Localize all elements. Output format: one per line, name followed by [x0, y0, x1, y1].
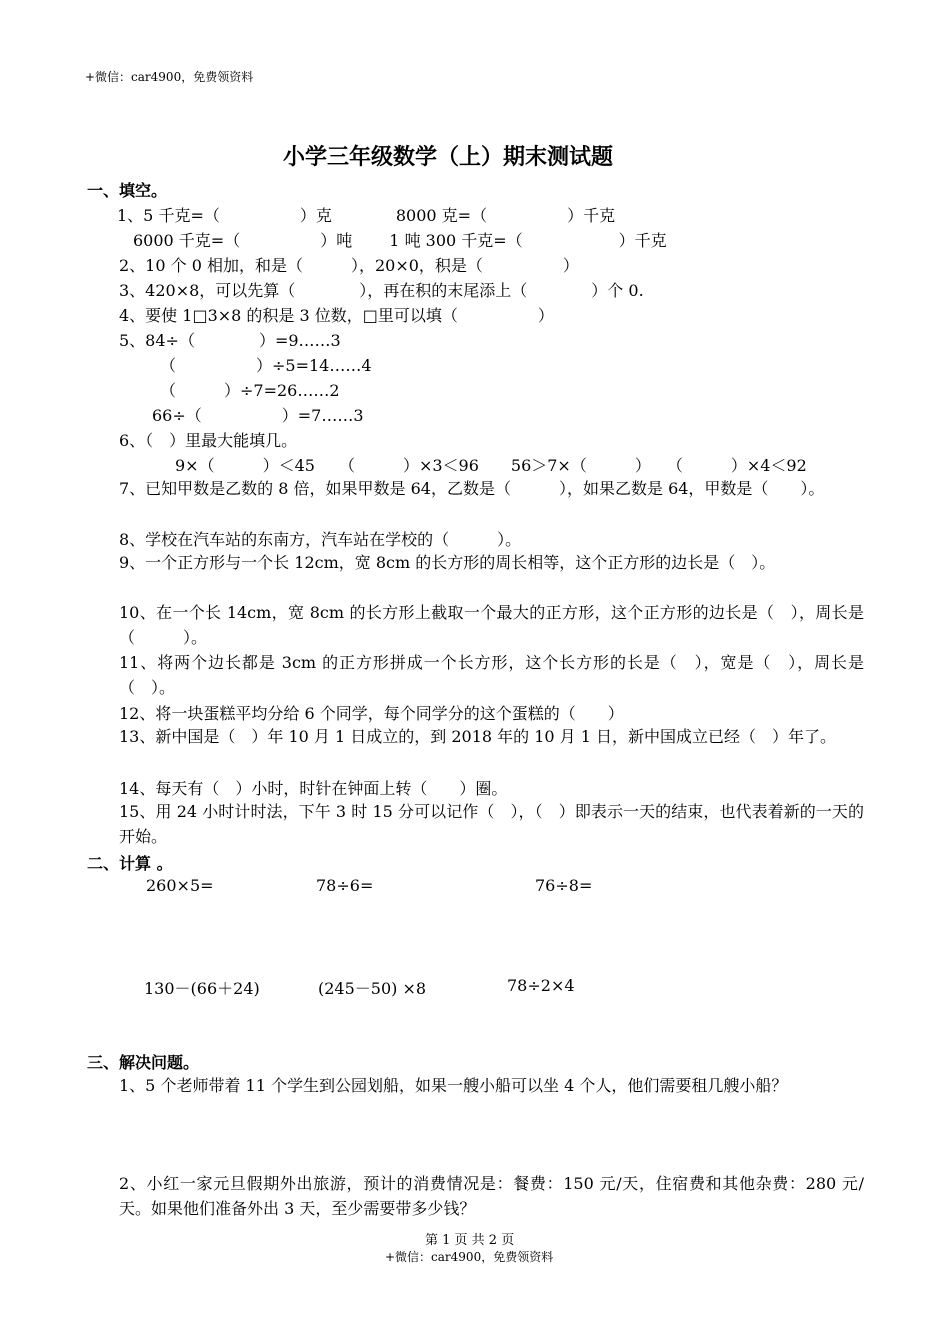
section-heading-calculation: 二、计算 。 [87, 854, 173, 873]
question-5a: 5、84÷（ ）=9……3 [119, 331, 341, 350]
calc-item: 260×5= [146, 876, 214, 895]
question-1a: 1、5 千克=（ ）克 8000 克=（ ）千克 [117, 206, 616, 225]
question-4: 4、要使 1□3×8 的积是 3 位数，□里可以填（ ） [119, 306, 554, 325]
question-10: 10、在一个长 14cm，宽 8cm 的长方形上截取一个最大的正方形，这个正方形的边长是（ ），周长是（ ）。 [119, 603, 864, 647]
question-6-items: 9×（ ）＜45 （ ）×3＜96 56＞7×（ ） （ ）×4＜92 [175, 456, 807, 475]
calc-item: 130－(66＋24) [144, 979, 260, 998]
problem-1: 1、5 个老师带着 11 个学生到公园划船，如果一艘小船可以坐 4 个人，他们需要租几艘小船？ [119, 1076, 788, 1095]
section-heading-fill-in: 一、填空。 [87, 181, 168, 200]
question-2: 2、10 个 0 相加，和是（ ），20×0，积是（ ） [119, 256, 579, 275]
question-9: 9、一个正方形与一个长 12cm，宽 8cm 的长方形的周长相等，这个正方形的边长是（ ）。 [119, 553, 776, 572]
calc-item: 76÷8= [535, 876, 593, 895]
question-14: 14、每天有（ ）小时，时针在钟面上转（ ）圈。 [119, 779, 508, 798]
section-heading-problems: 三、解决问题。 [87, 1053, 200, 1072]
question-3: 3、420×8，可以先算（ ），再在积的末尾添上（ ）个 0. [119, 281, 644, 300]
problem-2: 2、小红一家元旦假期外出旅游，预计的消费情况是：餐费：150 元/天，住宿费和其他杂费：280 元/天。如果他们准备外出 3 天，至少需要带多少钱？ [119, 1174, 864, 1218]
calc-item: 78÷2×4 [507, 976, 575, 995]
question-7: 7、已知甲数是乙数的 8 倍，如果甲数是 64，乙数是（ ），如果乙数是 64，甲数是（ ）。 [119, 479, 825, 498]
question-11: 11、将两个边长都是 3cm 的正方形拼成一个长方形，这个长方形的长是（ ），宽是（ ），周长是（ ）。 [119, 653, 864, 697]
question-5d: 66÷（ ）=7……3 [152, 406, 364, 425]
question-1b: 6000 千克=（ ）吨 1 吨 300 千克=（ ）千克 [133, 231, 667, 250]
question-5b: （ ）÷5=14……4 [160, 356, 372, 375]
footer-note: +微信：car4900，免费领资料 [385, 1250, 554, 1264]
question-8: 8、学校在汽车站的东南方，汽车站在学校的（ ）。 [119, 530, 522, 549]
calc-item: 78÷6= [316, 876, 374, 895]
header-note: +微信：car4900，免费领资料 [85, 70, 254, 84]
question-5c: （ ）÷7=26……2 [160, 381, 340, 400]
question-6: 6、（ ）里最大能填几。 [119, 431, 298, 450]
question-15: 15、用 24 小时计时法，下午 3 时 15 分可以记作（ ），（ ）即表示一天的结束，也代表着新的一天的开始。 [119, 802, 864, 846]
page-number: 第 1 页 共 2 页 [425, 1233, 515, 1248]
question-13: 13、新中国是（ ）年 10 月 1 日成立的，到 2018 年的 10 月 1 日，新中国成立已经（ ）年了。 [119, 727, 837, 746]
calc-item: (245－50) ×8 [318, 979, 427, 998]
page-title: 小学三年级数学（上）期末测试题 [283, 145, 614, 170]
question-12: 12、将一块蛋糕平均分给 6 个同学，每个同学分的这个蛋糕的（ ） [119, 704, 624, 723]
